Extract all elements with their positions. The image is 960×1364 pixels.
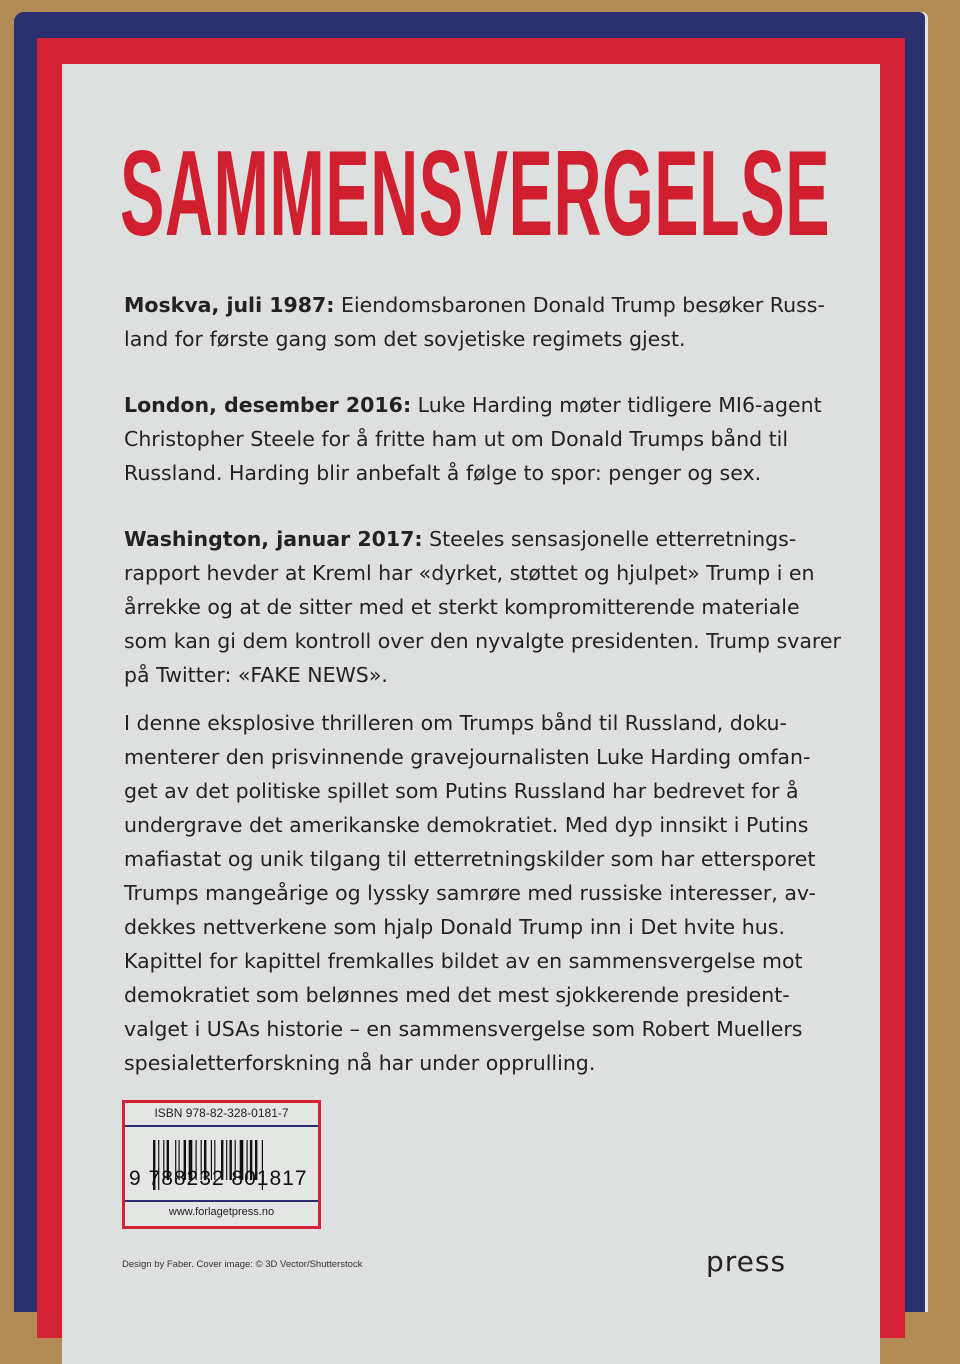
text-line: på Twitter: «FAKE NEWS».: [124, 663, 388, 687]
paragraph: [124, 388, 822, 490]
paragraph: [124, 522, 841, 692]
text-line: Christopher Steele for å fritte ham ut om Donald Trumps bånd til: [124, 427, 789, 451]
line-text: Eiendomsbaronen Donald Trump besøker Russ-: [334, 293, 825, 317]
text-line: mafiastat og unik tilgang til etterretningskilder som har ettersporet: [124, 847, 816, 871]
text-line: Russland. Harding blir anbefalt å følge to spor: penger og sex.: [124, 461, 762, 485]
text-line: land for første gang som det sovjetiske regimets gjest.: [124, 327, 686, 351]
divider: [125, 1200, 318, 1202]
text-line: [124, 388, 822, 422]
line-text: I denne eksplosive thrilleren om Trumps bånd til Russland, doku-: [124, 711, 787, 735]
line-text: Steeles sensasjonelle etterretnings-: [422, 527, 797, 551]
book-title: SAMMENSVERGELSE: [120, 125, 831, 261]
isbn-barcode-box: [122, 1100, 321, 1229]
line-text: Luke Harding møter tidligere MI6-agent: [411, 393, 822, 417]
paragraph-lead: London, desember 2016:: [124, 393, 412, 417]
text-line: undergrave det amerikanske demokratiet. Med dyp innsikt i Putins: [124, 813, 809, 837]
text-line: valget i USAs historie – en sammensvergelse som Robert Muellers: [124, 1017, 803, 1041]
publisher-logo: press: [706, 1245, 787, 1278]
design-credits: Design by Faber. Cover image: © 3D Vector/Shutterstock: [122, 1259, 363, 1270]
barcode-digits: 9 788232 801817: [129, 1167, 308, 1190]
text-line: spesialetterforskning nå har under opprulling.: [124, 1051, 596, 1075]
text-line: som kan gi dem kontroll over den nyvalgte presidenten. Trump svarer: [124, 629, 841, 653]
text-line: [124, 522, 797, 556]
paragraph-lead: Washington, januar 2017:: [124, 527, 423, 551]
paragraph: [124, 706, 816, 1080]
text-line: get av det politiske spillet som Putins Russland har bedrevet for å: [124, 779, 799, 803]
text-line: [124, 288, 825, 322]
text-line: Trumps mangeårige og lyssky samrøre med russiske interesser, av-: [124, 881, 816, 905]
text-line: årrekke og at de sitter med et sterkt kompromitterende materiale: [124, 595, 800, 619]
text-line: [124, 706, 785, 740]
publisher-url: www.forlagetpress.no: [168, 1206, 275, 1218]
isbn-number: ISBN 978-82-328-0181-7: [154, 1106, 289, 1120]
text-line: rapport hevder at Kreml har «dyrket, støttet og hjulpet» Trump i en: [124, 561, 815, 585]
text-line: menterer den prisvinnende gravejournalisten Luke Harding omfan-: [124, 745, 811, 769]
text-line: demokratiet som belønnes med det mest sjokkerende president-: [124, 983, 790, 1007]
text-line: dekkes nettverkene som hjalp Donald Trump inn i Det hvite hus.: [124, 915, 785, 939]
paragraph: [124, 288, 825, 356]
paragraph-lead: Moskva, juli 1987:: [124, 293, 335, 317]
text-line: Kapittel for kapittel fremkalles bildet av en sammensvergelse mot: [124, 949, 803, 973]
divider: [125, 1125, 318, 1127]
